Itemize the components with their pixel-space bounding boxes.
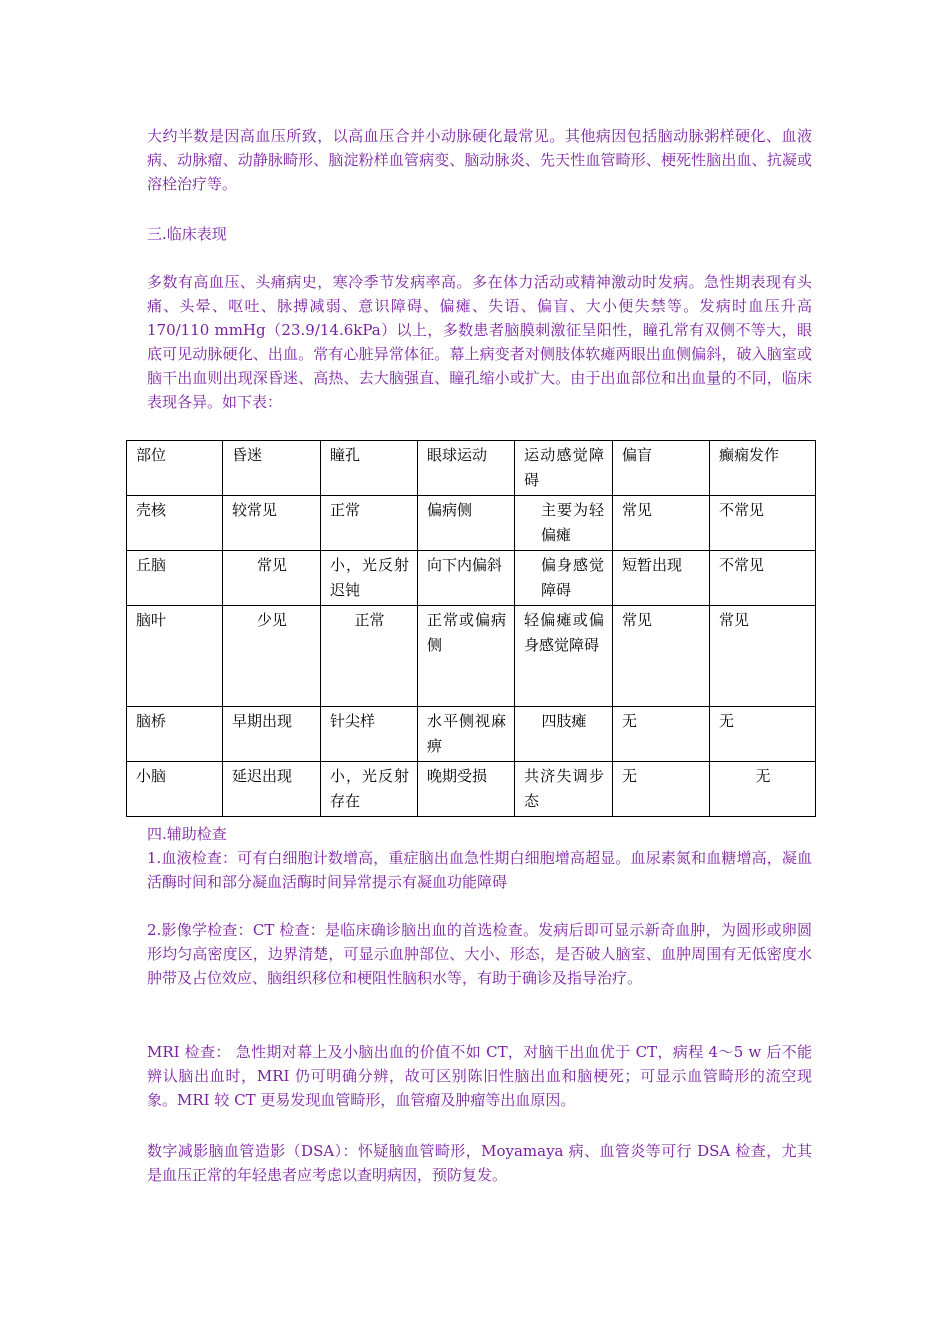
table-cell: 小，光反射迟钝 bbox=[321, 551, 418, 606]
table-cell: 不常见 bbox=[710, 551, 816, 606]
table-cell: 丘脑 bbox=[127, 551, 223, 606]
table-cell: 主要为轻偏瘫 bbox=[515, 496, 613, 551]
table-header-cell: 偏盲 bbox=[613, 441, 710, 496]
table-cell: 四肢瘫 bbox=[515, 707, 613, 762]
table-cell: 向下内偏斜 bbox=[418, 551, 515, 606]
table-header-cell: 运动感觉障碍 bbox=[515, 441, 613, 496]
table-row bbox=[127, 551, 816, 606]
table-header-cell: 癫痫发作 bbox=[710, 441, 816, 496]
table-cell: 针尖样 bbox=[321, 707, 418, 762]
table-cell: 常见 bbox=[613, 496, 710, 551]
table-cell: 少见 bbox=[223, 606, 321, 707]
table-cell: 轻偏瘫或偏身感觉障碍 bbox=[515, 606, 613, 707]
table-cell: 较常见 bbox=[223, 496, 321, 551]
table-cell: 壳核 bbox=[127, 496, 223, 551]
table-cell: 偏身感觉障碍 bbox=[515, 551, 613, 606]
table-header-cell: 昏迷 bbox=[223, 441, 321, 496]
section-4-heading: 四.辅助检查 bbox=[147, 825, 227, 843]
table-cell: 无 bbox=[613, 707, 710, 762]
table-row bbox=[127, 496, 816, 551]
blood-test-paragraph: 1.血液检查：可有白细胞计数增高，重症脑出血急性期白细胞增高超显。血尿素氮和血糖增高，凝血活酶时间和部分凝血活酶时间异常提示有凝血功能障碍 bbox=[147, 849, 812, 891]
table-cell: 偏病侧 bbox=[418, 496, 515, 551]
clinical-table bbox=[126, 440, 816, 817]
table-cell: 小，光反射存在 bbox=[321, 762, 418, 817]
table-cell: 正常或偏病侧 bbox=[418, 606, 515, 707]
table-cell: 脑叶 bbox=[127, 606, 223, 707]
table-cell: 延迟出现 bbox=[223, 762, 321, 817]
table-cell: 水平侧视麻痹 bbox=[418, 707, 515, 762]
table-cell: 早期出现 bbox=[223, 707, 321, 762]
table-row bbox=[127, 707, 816, 762]
table-row bbox=[127, 762, 816, 817]
table-cell: 无 bbox=[613, 762, 710, 817]
mri-paragraph: MRI 检查： 急性期对幕上及小脑出血的价值不如 CT，对脑干出血优于 CT，病程 4～5 w 后不能辨认脑出血时，MRI 仍可明确分辨，故可区别陈旧性脑出血和脑梗死；可显示血管畸形的流空现象。MRI 较 CT 更易发现血管畸形，血管瘤及肿瘤等出血原因。 bbox=[147, 1043, 812, 1109]
table-cell: 脑桥 bbox=[127, 707, 223, 762]
clinical-manifestations-paragraph: 多数有高血压、头痛病史，寒冷季节发病率高。多在体力活动或精神激动时发病。急性期表现有头痛、头晕、呕吐、脉搏减弱、意识障碍、偏瘫、失语、偏盲、大小便失禁等。发病时血压升高 170/110 mmHg（23.9/14.6kPa）以上，多数患者脑膜刺激征呈阳性，瞳孔常有双侧不等大，眼底可见动脉硬化、出血。常有心脏异常体征。幕上病变者对侧肢体软瘫两眼出血侧偏斜，破入脑室或脑干出血则出现深昏迷、高热、去大脑强直、瞳孔缩小或扩大。由于出血部位和出血量的不同，临床表现各异。如下表： bbox=[147, 273, 812, 411]
table-cell: 晚期受损 bbox=[418, 762, 515, 817]
table-header-cell: 瞳孔 bbox=[321, 441, 418, 496]
table-cell: 无 bbox=[710, 707, 816, 762]
table-cell: 常见 bbox=[710, 606, 816, 707]
table-header-cell: 部位 bbox=[127, 441, 223, 496]
dsa-paragraph: 数字减影脑血管造影（DSA）：怀疑脑血管畸形，Moyamaya 病、血管炎等可行 DSA 检查，尤其是血压正常的年轻患者应考虑以查明病因，预防复发。 bbox=[147, 1142, 812, 1184]
table-cell: 正常 bbox=[321, 606, 418, 707]
table-cell: 常见 bbox=[223, 551, 321, 606]
table-row bbox=[127, 606, 816, 707]
section-3-heading: 三.临床表现 bbox=[147, 225, 227, 243]
imaging-paragraph: 2.影像学检查：CT 检查：是临床确诊脑出血的首选检查。发病后即可显示新奇血肿，为圆形或卵圆形均匀高密度区，边界清楚，可显示血肿部位、大小、形态，是否破人脑室、血肿周围有无低密度水肿带及占位效应、脑组织移位和梗阻性脑积水等，有助于确诊及指导治疗。 bbox=[147, 921, 812, 987]
table-header-cell: 眼球运动 bbox=[418, 441, 515, 496]
table-cell: 不常见 bbox=[710, 496, 816, 551]
table-header-row bbox=[127, 441, 816, 496]
table-cell: 常见 bbox=[613, 606, 710, 707]
table-cell: 共济失调步态 bbox=[515, 762, 613, 817]
table-cell: 短暂出现 bbox=[613, 551, 710, 606]
table-cell: 小脑 bbox=[127, 762, 223, 817]
intro-paragraph: 大约半数是因高血压所致，以高血压合并小动脉硬化最常见。其他病因包括脑动脉粥样硬化、血液病、动脉瘤、动静脉畸形、脑淀粉样血管病变、脑动脉炎、先天性血管畸形、梗死性脑出血、抗凝或溶栓治疗等。 bbox=[147, 127, 812, 193]
table-cell: 无 bbox=[710, 762, 816, 817]
table-cell: 正常 bbox=[321, 496, 418, 551]
